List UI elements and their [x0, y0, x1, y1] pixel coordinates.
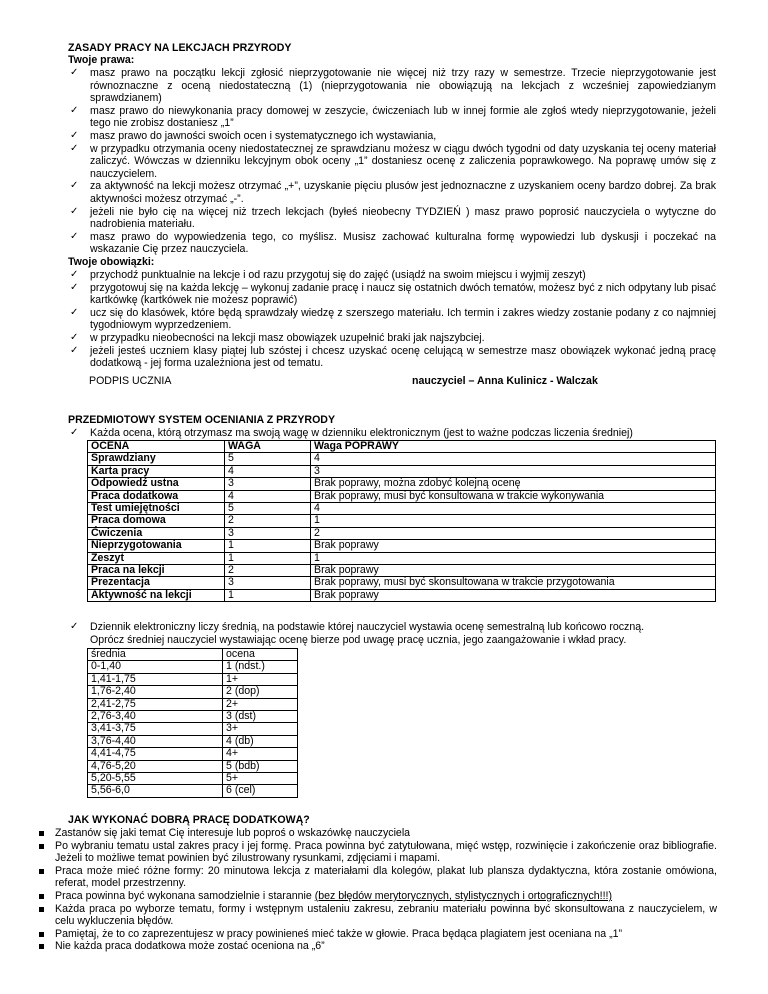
weights-table [87, 440, 716, 602]
checkmark-icon: ✓ [70, 281, 79, 293]
table-row [88, 735, 298, 747]
table-cell: 3,41-3,75 [88, 723, 223, 735]
list-item: Pamiętaj, że to co zaprezentujesz w pracy powinieneś mieć także w głowie. Praca będąca plagiatem jest oceniana na „1” [37, 928, 717, 941]
table-cell: 5 [225, 453, 311, 465]
list-item: ✓ masz prawo do wypowiedzenia tego, co myślisz. Musisz zachować kulturalna formę wypowiedzi lub dyskusji i poczekać na wskazanie Cię przez nauczyciela. [70, 230, 716, 256]
table-cell: Ćwiczenia [88, 527, 225, 539]
table-cell: 3,76-4,40 [88, 735, 223, 747]
checkmark-icon: ✓ [70, 180, 79, 192]
table-cell: Prezentacja [88, 577, 225, 589]
table-cell: 3+ [223, 723, 298, 735]
list-item: Praca powinna być wykonana samodzielnie i starannie (bez błędów merytorycznych, stylistycznych i ortograficznych!!!) [37, 890, 717, 903]
list-item: ✓ Każda ocena, którą otrzymasz ma swoją wagę w dzienniku elektronicznym (jest to ważne podczas liczenia średniej) [70, 427, 633, 439]
table-cell: Nieprzygotowania [88, 540, 225, 552]
table-cell: Brak poprawy [311, 565, 716, 577]
table-row [88, 515, 716, 527]
list-item: ✓ masz prawo do niewykonania pracy domowej w zeszycie, ćwiczeniach lub w innej formie ale zgłoś wtedy nieprzygotowanie, jeżeli tego nie zrobisz dostaniesz „1” [70, 104, 716, 130]
table-cell: Praca na lekcji [88, 565, 225, 577]
table-cell: 2,41-2,75 [88, 698, 223, 710]
list-item: Po wybraniu tematu ustal zakres pracy i jej formę. Praca powinna być zatytułowana, mięć wstęp, rozwinięcie i zakończenie oraz bibliografie. Jeżeli to możliwe temat powinien być zilustrowany rysunkami, zdjęciami i mapami. [37, 840, 717, 865]
checkmark-icon: ✓ [70, 427, 79, 438]
table-row [88, 478, 716, 490]
table-row [88, 490, 716, 502]
table-cell: 1 [225, 552, 311, 564]
extra-work-list [37, 827, 717, 953]
table-cell: 3 (dst) [223, 711, 298, 723]
table-cell: 1 [311, 552, 716, 564]
table-cell: 4 [225, 490, 311, 502]
checkmark-icon: ✓ [70, 331, 79, 343]
table-cell: 6 (cel) [223, 785, 298, 797]
table-cell: 0-1,40 [88, 661, 223, 673]
average-notes-list [68, 621, 716, 646]
table-cell: 3 [225, 478, 311, 490]
extra-work-title: JAK WYKONAĆ DOBRĄ PRACĘ DODATKOWĄ? [68, 814, 310, 826]
checkmark-icon: ✓ [70, 104, 79, 116]
bullet-icon [39, 944, 44, 949]
bullet-icon [39, 894, 44, 899]
table-cell: Karta pracy [88, 465, 225, 477]
table-header-row [88, 441, 716, 453]
table-cell: 1,41-1,75 [88, 673, 223, 685]
grading-intro-list [68, 427, 716, 440]
checkmark-icon: ✓ [70, 230, 79, 242]
table-header-cell: Waga POPRAWY [311, 441, 716, 453]
student-signature-label: PODPIS UCZNIA [89, 375, 172, 387]
table-cell: 5,56-6,0 [88, 785, 223, 797]
table-row [88, 748, 298, 760]
table-row [88, 527, 716, 539]
list-item: ✓ Dziennik elektroniczny liczy średnią, na podstawie której nauczyciel wystawia ocenę semestralną lub końcowo roczną. Oprócz średniej nauczyciel wystawiając ocenę bierze pod uwagę pracę ucznia, jego zaangażowanie i wkład pracy. [70, 621, 645, 646]
table-row [88, 760, 298, 772]
table-cell: 1,76-2,40 [88, 686, 223, 698]
table-header-cell: WAGA [225, 441, 311, 453]
table-row [88, 723, 298, 735]
table-cell: Odpowiedź ustna [88, 478, 225, 490]
duties-list [68, 269, 716, 370]
table-row [88, 773, 298, 785]
table-cell: 1 (ndst.) [223, 661, 298, 673]
bullet-icon [39, 869, 44, 874]
table-row [88, 785, 298, 797]
table-cell: 4 [311, 453, 716, 465]
table-cell: 1+ [223, 673, 298, 685]
emphasis-text: (bez błędów merytorycznych, stylistycznych i ortograficznych!!!) [314, 889, 613, 902]
checkmark-icon: ✓ [70, 621, 79, 632]
table-cell: 4 [225, 465, 311, 477]
rules-title: ZASADY PRACY NA LEKCJACH PRZYRODY [68, 42, 292, 54]
table-cell: 2+ [223, 698, 298, 710]
table-cell: Brak poprawy, można zdobyć kolejną ocenę [311, 478, 716, 490]
list-item: ✓ przygotowuj się na każda lekcję – wykonuj zadanie pracę i naucz się ostatnich dwóch tematów, możesz być z nich odpytany lub pisać kartkówkę (kartkówek nie możesz poprawić) [70, 281, 716, 307]
bullet-icon [39, 932, 44, 937]
table-cell: 2 [225, 515, 311, 527]
table-row [88, 589, 716, 601]
table-header-cell: OCENA [88, 441, 225, 453]
table-cell: 2 (dop) [223, 686, 298, 698]
table-header-row [88, 649, 298, 661]
table-cell: 4 [311, 503, 716, 515]
table-cell: Brak poprawy [311, 589, 716, 601]
list-item: Praca może mieć różne formy: 20 minutowa lekcja z materiałami dla kolegów, plakat lub plansza dydaktyczna, która zostanie omówiona, referat, model przestrzenny. [37, 865, 717, 890]
table-row [88, 673, 298, 685]
checkmark-icon: ✓ [70, 344, 79, 356]
list-item: ✓ jeżeli jesteś uczniem klasy piątej lub szóstej i chcesz uzyskać ocenę celującą w semestrze masz obowiązek wykonać jedną pracę dodatkową - jej forma uzależniona jest od tematu. [70, 344, 716, 370]
table-cell: 5,20-5,55 [88, 773, 223, 785]
table-cell: Brak poprawy, musi być skonsultowana w trakcie przygotowania [311, 577, 716, 589]
list-item: ✓ przychodź punktualnie na lekcje i od razu przygotuj się do zajęć (usiądź na swoim miejscu i wyjmij zeszyt) [70, 269, 586, 281]
table-cell: 5 [225, 503, 311, 515]
checkmark-icon: ✓ [70, 67, 79, 78]
table-row [88, 565, 716, 577]
rights-title: Twoje prawa: [68, 54, 135, 66]
table-row [88, 698, 298, 710]
grading-title: PRZEDMIOTOWY SYSTEM OCENIANIA Z PRZYRODY [68, 414, 336, 426]
checkmark-icon: ✓ [70, 205, 79, 217]
table-row [88, 711, 298, 723]
table-cell: 4,41-4,75 [88, 748, 223, 760]
table-cell: 5 (bdb) [223, 760, 298, 772]
table-cell: 4,76-5,20 [88, 760, 223, 772]
list-item: ✓ ucz się do klasówek, które będą sprawdzały wiedzę z szerszego materiału. Ich termin i zakres wiedzy zostanie podany z co najmniej tygodniowym wyprzedzeniem. [70, 306, 716, 332]
table-cell: 5+ [223, 773, 298, 785]
table-header-cell: ocena [223, 649, 298, 661]
checkmark-icon: ✓ [70, 142, 79, 154]
table-row [88, 453, 716, 465]
table-cell: 1 [225, 589, 311, 601]
table-cell: 1 [311, 515, 716, 527]
list-item: ✓ jeżeli nie było cię na więcej niż trzech lekcjach (byłeś nieobecny TYDZIEŃ ) masz prawo poprosić nauczyciela o wytyczne do nadrobienia materiału. [70, 205, 716, 231]
list-item: Każda praca po wyborze tematu, formy i wstępnym ustaleniu zakresu, zebraniu materiału powinna być skonsultowana z nauczycielem, w celu wykluczenia błędów. [37, 903, 717, 928]
table-cell: 3 [311, 465, 716, 477]
table-cell: 2 [225, 565, 311, 577]
checkmark-icon: ✓ [70, 129, 79, 141]
list-item: ✓ masz prawo do jawności swoich ocen i systematycznego ich wystawiania, [70, 129, 437, 142]
table-row [88, 686, 298, 698]
table-cell: Praca dodatkowa [88, 490, 225, 502]
grade-scale-table [87, 648, 298, 798]
table-row [88, 465, 716, 477]
rights-list [68, 67, 716, 256]
teacher-name: nauczyciel – Anna Kulinicz - Walczak [412, 375, 598, 387]
list-item: ✓ w przypadku otrzymania oceny niedostatecznej ze sprawdzianu możesz w ciągu dwóch tygodni od daty uzyskania tej oceny materiał zaliczyć. Wówczas w dzienniku lekcyjnym obok oceny „1” dostaniesz ocenę z zaliczenia poprawkowego. Na poprawę umów się z nauczycielem. [70, 142, 716, 180]
table-row [88, 540, 716, 552]
table-cell: Brak poprawy, musi być konsultowana w trakcie wykonywania [311, 490, 716, 502]
table-cell: Zeszyt [88, 552, 225, 564]
table-cell: 3 [225, 527, 311, 539]
table-cell: Test umiejętności [88, 503, 225, 515]
list-item: ✓ za aktywność na lekcji możesz otrzymać „+”, uzyskanie pięciu plusów jest jednoznaczne z uzyskaniem oceny bardzo dobrej. Za brak aktywności możesz otrzymać „-”. [70, 180, 716, 205]
table-row [88, 577, 716, 589]
table-cell: 4+ [223, 748, 298, 760]
table-cell: 2 [311, 527, 716, 539]
table-cell: 3 [225, 577, 311, 589]
checkmark-icon: ✓ [70, 306, 79, 318]
table-row [88, 552, 716, 564]
table-cell: 1 [225, 540, 311, 552]
list-item: Nie każda praca dodatkowa może zostać oceniona na „6” [37, 940, 717, 953]
bullet-icon [39, 907, 44, 912]
list-item: Zastanów się jaki temat Cię interesuje lub poproś o wskazówkę nauczyciela [37, 827, 717, 840]
table-row [88, 661, 298, 673]
table-cell: Aktywność na lekcji [88, 589, 225, 601]
table-header-cell: średnia [88, 649, 223, 661]
checkmark-icon: ✓ [70, 269, 79, 280]
duties-title: Twoje obowiązki: [68, 256, 155, 268]
table-cell: 4 (db) [223, 735, 298, 747]
table-cell: Sprawdziany [88, 453, 225, 465]
table-cell: Brak poprawy [311, 540, 716, 552]
bullet-icon [39, 844, 44, 849]
table-cell: 2,76-3,40 [88, 711, 223, 723]
table-cell: Praca domowa [88, 515, 225, 527]
list-item: ✓ w przypadku nieobecności na lekcji masz obowiązek uzupełnić braki jak najszybciej. [70, 331, 485, 344]
table-row [88, 503, 716, 515]
bullet-icon [39, 831, 44, 836]
list-item: ✓ masz prawo na początku lekcji zgłosić nieprzygotowanie nie więcej niż trzy razy w semestrze. Trzecie nieprzygotowanie jest równoznaczne z oceną niedostateczną (1) (nieprzygotowania nie obowiązują na lekcjach z wcześniej zapowiedzianym sprawdzianem) [70, 67, 716, 105]
